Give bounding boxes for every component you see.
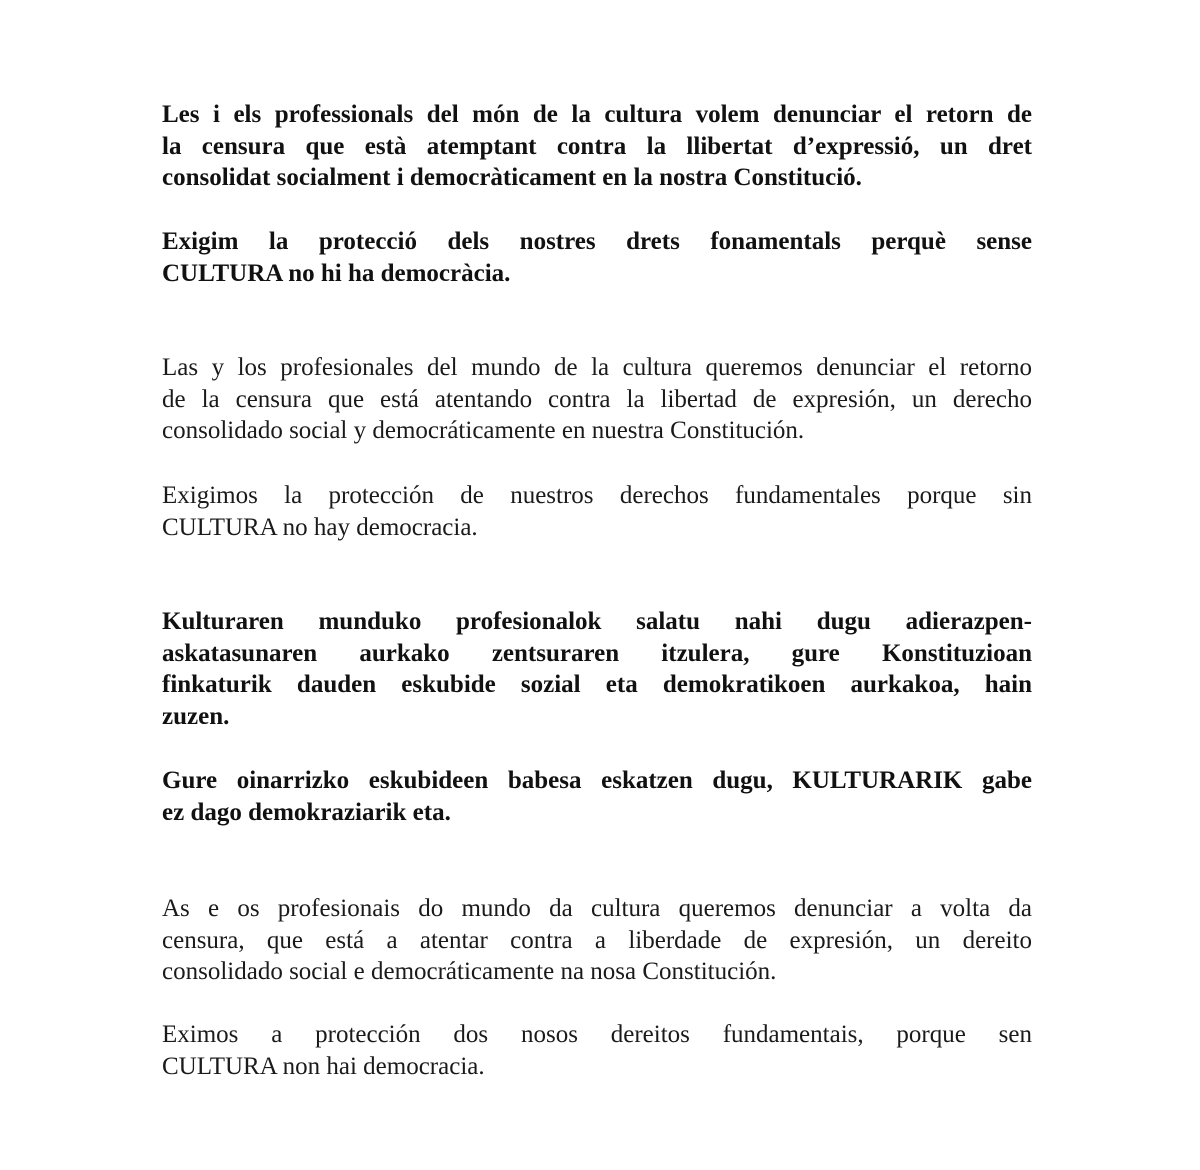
text-line: zuzen. [162, 702, 230, 730]
text-line: As e os profesionais do mundo da cultura queremos denunciar a volta da [162, 895, 1032, 922]
basque-paragraph-2 [162, 765, 1032, 828]
basque-paragraph-1 [162, 606, 1032, 732]
text-line: finkaturik dauden eskubide sozial eta demokratikoen aurkakoa, hain [162, 671, 1032, 698]
galician-paragraph-2 [162, 1019, 1032, 1082]
text-line: CULTURA no hay democracia. [162, 513, 478, 541]
text-line: ez dago demokraziarik eta. [162, 798, 451, 826]
text-line: Kulturaren munduko profesionalok salatu nahi dugu adierazpen- [162, 608, 1032, 635]
spanish-paragraph-2 [162, 480, 1032, 543]
catalan-paragraph-1 [162, 99, 1032, 194]
text-line: Eximos a protección dos nosos dereitos fundamentais, porque sen [162, 1021, 1032, 1048]
text-line: CULTURA no hi ha democràcia. [162, 259, 511, 287]
text-line: Exigim la protecció dels nostres drets fonamentals perquè sense [162, 228, 1032, 255]
text-line: Las y los profesionales del mundo de la cultura queremos denunciar el retorno [162, 354, 1032, 381]
text-line: askatasunaren aurkako zentsuraren itzulera, gure Konstituzioan [162, 639, 1032, 667]
text-line: consolidat socialment i democràticament en la nostra Constitució. [162, 164, 862, 191]
text-line: la censura que està atemptant contra la llibertat d’expressió, un dret [162, 132, 1032, 160]
catalan-paragraph-2 [162, 226, 1032, 289]
spanish-paragraph-1 [162, 352, 1032, 447]
text-line: consolidado social y democráticamente en nuestra Constitución. [162, 417, 805, 444]
galician-paragraph-1 [162, 893, 1032, 988]
text-line: censura, que está a atentar contra a liberdade de expresión, un dereito [162, 926, 1032, 954]
text-line: CULTURA non hai democracia. [162, 1052, 485, 1080]
text-line: consolidado social e democráticamente na nosa Constitución. [162, 958, 777, 985]
text-line: Les i els professionals del món de la cultura volem denunciar el retorn de [162, 101, 1032, 128]
text-line: Exigimos la protección de nuestros derechos fundamentales porque sin [162, 482, 1032, 509]
text-line: de la censura que está atentando contra la libertad de expresión, un derecho [162, 385, 1032, 413]
text-line: Gure oinarrizko eskubideen babesa eskatzen dugu, KULTURARIK gabe [162, 767, 1032, 794]
